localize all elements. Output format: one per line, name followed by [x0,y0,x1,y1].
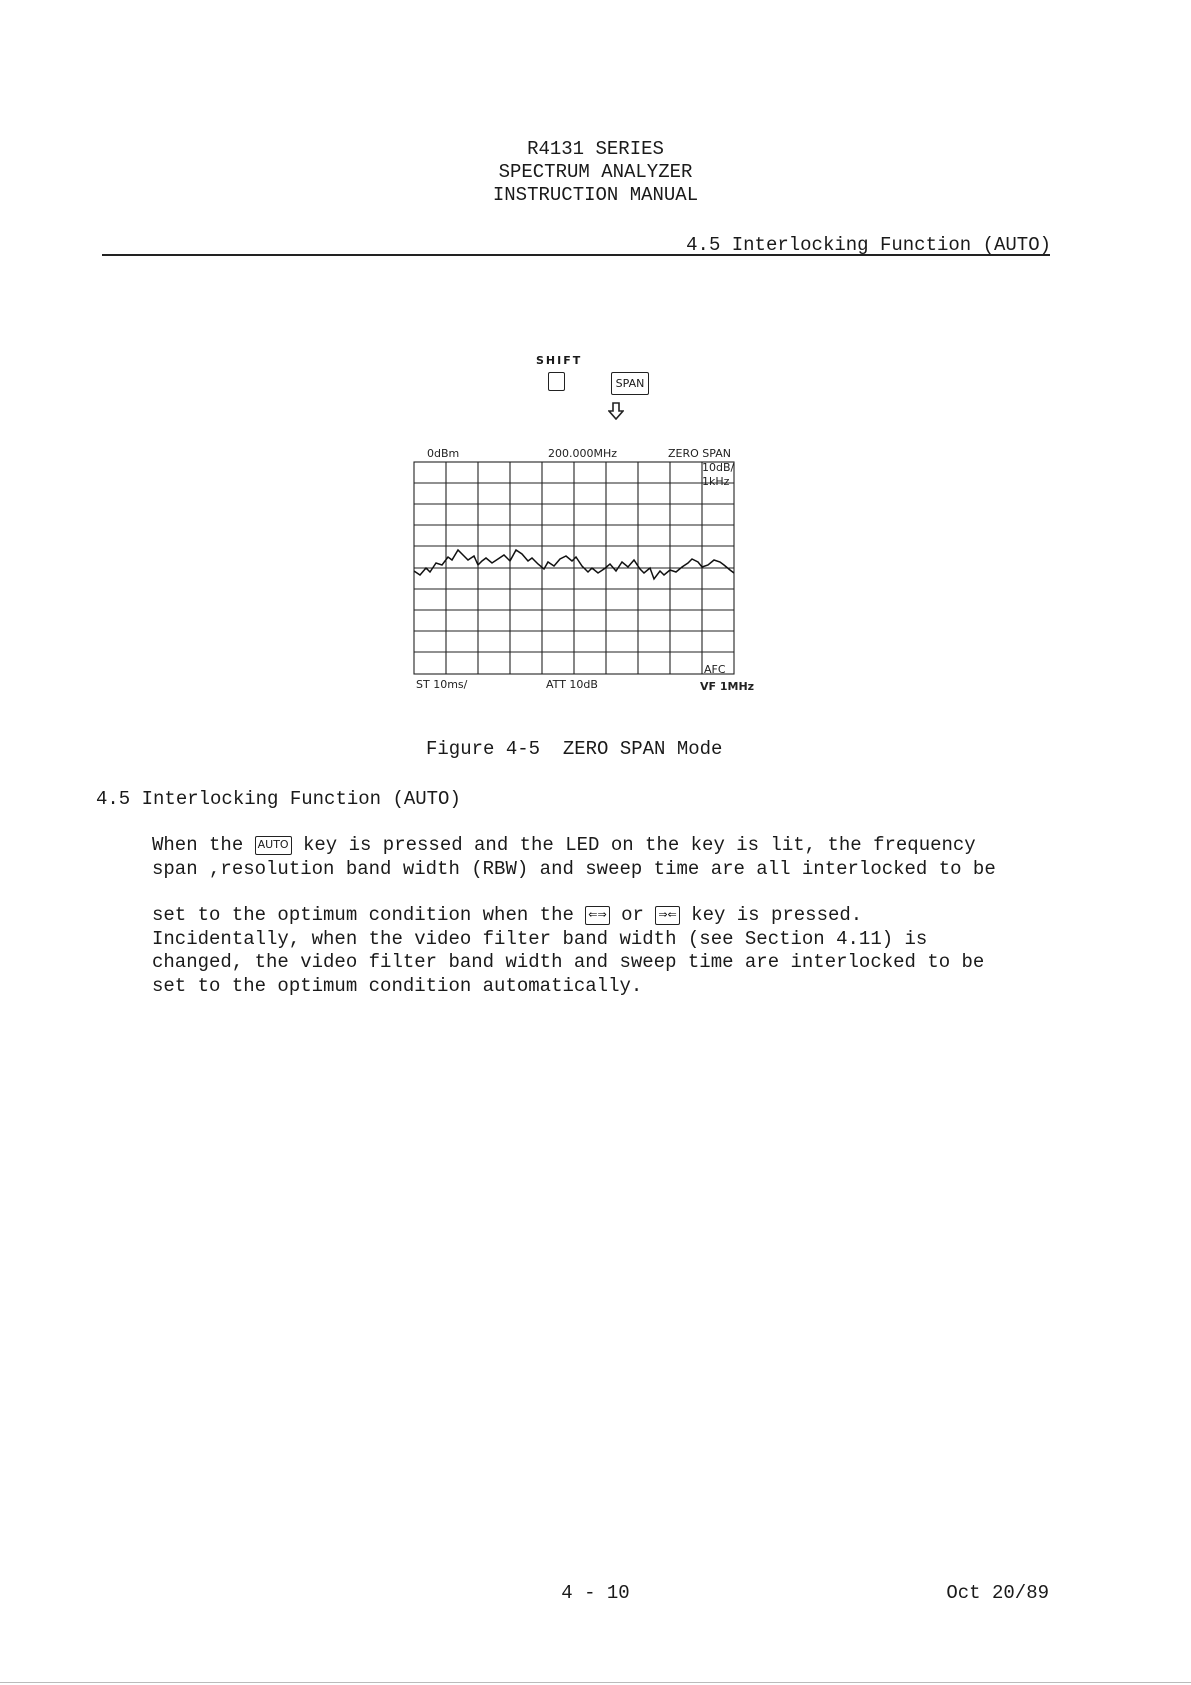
auto-key-icon: AUTO [255,836,292,855]
revision-date: Oct 20/89 [946,1582,1049,1604]
span-mode-label: ZERO SPAN [668,447,731,460]
body-line: changed, the video filter band width and sweep time are interlocked to be [152,951,985,973]
arrow-down-icon [608,402,624,420]
video-filter-label: VF 1MHz [700,680,755,693]
attenuation-label: ATT 10dB [546,678,598,691]
ref-level-label: 0dBm [427,447,460,460]
scope-display [412,444,772,694]
body-line [152,834,996,858]
figure-caption: Figure 4-5 ZERO SPAN Mode [426,738,723,760]
body-line [152,904,996,928]
page-edge [0,1682,1191,1683]
text-run: key is pressed. [679,904,863,926]
header-series: R4131 SERIES [527,138,664,160]
text-run: When the [152,834,255,856]
body-line: span ,resolution band width (RBW) and sweep time are all interlocked to be [152,857,996,880]
key-sequence [536,350,666,430]
section-heading: 4.5 Interlocking Function (AUTO) [96,788,461,810]
afc-label: AFC [704,663,726,676]
shift-label: SHIFT [536,354,583,367]
sweep-time-label: ST 10ms/ [416,678,468,691]
body-line: set to the optimum condition automatically. [152,974,643,997]
running-section-title: 4.5 Interlocking Function (AUTO) [686,234,1051,256]
text-run: or [609,904,656,926]
page-number: 4 - 10 [561,1582,630,1604]
section-body [152,834,996,998]
document-header [0,138,1191,207]
header-manual: INSTRUCTION MANUAL [492,184,699,206]
span-widen-key-icon: ⇐⇒ [585,906,609,925]
span-key-icon: SPAN [611,372,649,395]
body-line: Incidentally, when the video filter band width (see Section 4.11) is [152,927,928,950]
header-product: SPECTRUM ANALYZER [498,161,693,183]
header-rule [102,254,1050,256]
rbw-label: 1kHz [702,475,730,488]
text-run: set to the optimum condition when the [152,904,586,926]
scope-grid [412,444,772,694]
text-run: key is pressed and the LED on the key is lit, the frequency [291,834,976,856]
scale-label: 10dB/ [702,461,735,474]
span-narrow-key-icon: ⇒⇐ [655,906,679,925]
shift-key-icon [548,372,565,391]
center-frequency-label: 200.000MHz [548,447,618,460]
